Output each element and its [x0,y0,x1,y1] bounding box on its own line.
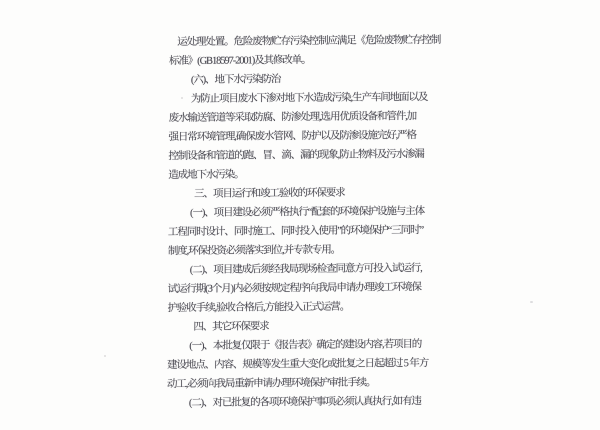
document-line: 建设地点、内容、规模等发生重大变化或批复之日起超过 5 年方 [167,358,429,372]
document-subheading: (六)、地下水污染防治 [190,74,281,86]
document-line: (一)、本批复仅限于《报告表》确定的建设内容,若项目的 [189,339,422,352]
document-line: 标准》(GB18597-2001)及其修改单。 [168,54,311,68]
document-text-block [167,31,441,413]
document-section-heading: 四、其它环保要求 [193,321,269,333]
document-section-heading: 三、项目运行和竣工验收的环保要求 [194,187,345,200]
document-line: 废水输送管道等采取防腐、防渗处理,选用优质设备和管件,加 [168,111,417,125]
document-line: (一)、项目建设必须严格执行“配套的环境保护设施与主体 [190,206,425,219]
document-line: 动工,必须向我局重新申请办理环境保护审批手续。 [166,377,376,391]
document-line: 运处理处置。危险废物贮存污染控制应满足《危险废物贮存控制 [177,34,441,48]
document-line: 制度,环保投资必须落实到位,并专款专用。 [167,244,341,258]
document-line: 强日常环境管理,确保废水管网、防护以及防渗设施完好,严格 [168,130,417,144]
document-line: 护验收手续,验收合格后,方能投入正式运营。 [167,301,350,315]
document-line: 工程同时设计、同时施工、同时投入使用”的环境保护“三同时” [167,225,424,239]
document-line: 造成地下水污染。 [168,169,244,182]
document-line: 试运行期(3个月)内必须按规定程序向我局申请办理竣工环境保 [167,282,421,296]
document-line: (二)、项目建成后须经我局现场检查同意方可投入试运行, [189,263,422,276]
document-line: 控制设备和管道的跑、冒、滴、漏的现象,防止物料及污水渗漏 [168,149,424,163]
document-line: (二)、对已批复的各项环境保护事项必须认真执行,如有违 [188,396,421,409]
document-line: 为防止项目废水下渗对地下水造成污染,生产车间地面以及 [190,92,428,105]
scan-speck [530,301,533,303]
scan-speck [104,355,106,357]
